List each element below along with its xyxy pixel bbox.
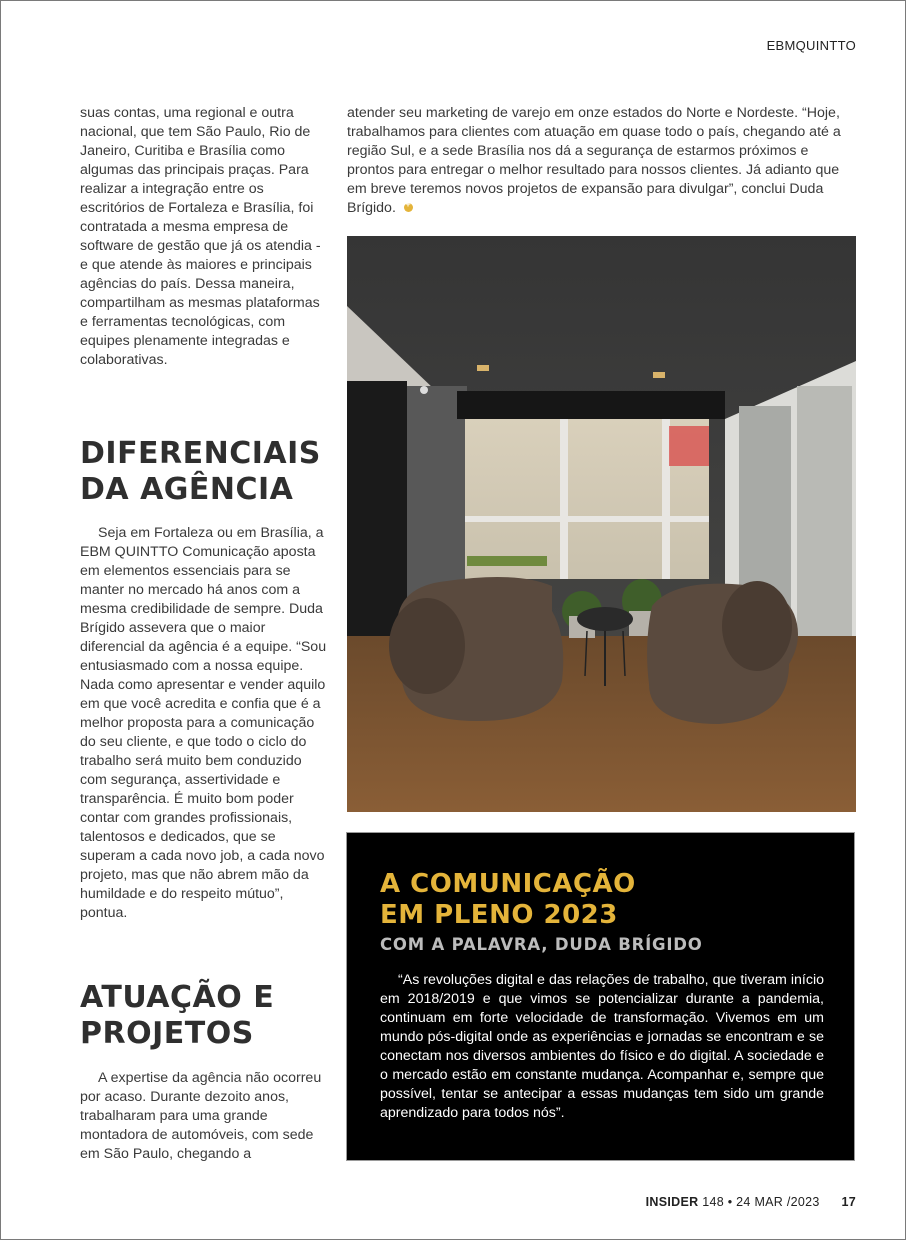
sidebar-title-line-2: EM PLENO 2023 xyxy=(380,900,618,930)
intro-paragraph: suas contas, uma regional e outra nacional, que tem São Paulo, Rio de Janeiro, Curitiba e Brasília como algumas das principais praças. Para realizar a integração entre os escritórios de Fortaleza e Brasília, foi contratada a mesma empresa de software de gestão que já os atendia - e que atende às maiores e principais agências do país. Dessa maneira, compartilham as mesmas plataformas e ferramentas tecnológicas, com equipes plenamente integradas e colaborativas. xyxy=(80,105,321,368)
issue-info: 148 • 24 MAR /2023 xyxy=(702,1195,820,1209)
sidebar-subtitle: COM A PALAVRA, DUDA BRÍGIDO xyxy=(380,935,703,954)
sidebar-box xyxy=(346,832,855,1161)
sidebar-title-line-1: A COMUNICAÇÃO xyxy=(380,869,636,899)
office-lounge-photo xyxy=(347,236,856,812)
right-column-text xyxy=(347,104,857,218)
sidebar-quote: “As revoluções digital e das relações de trabalho, que tiveram início em 2018/2019 e que vimos se potencializar durante a pandemia, continuam em forte velocidade de transformação. Vivemos em um mundo pós-digital onde as experiências e jornadas se encontram e se conectam nos diversos ambientes do físico e do digital. A sociedade e o mercado estão em constante mudança. Acompanhar e, sempre que possível, tentar se antecipar a essas mudanças tem sido um grande aprendizado para todos nós”. xyxy=(380,972,824,1121)
magazine-name: INSIDER xyxy=(645,1195,699,1209)
page-number: 17 xyxy=(841,1195,856,1209)
page-footer xyxy=(646,1195,856,1209)
end-mark-icon xyxy=(404,203,413,212)
heading-atuacao: ATUAÇÃO E PROJETOS xyxy=(80,980,275,1051)
sidebar-title xyxy=(380,869,636,931)
section-label: EBMQUINTTO xyxy=(766,38,856,53)
heading-diferenciais: DIFERENCIAIS DA AGÊNCIA xyxy=(80,436,321,507)
diferenciais-paragraph: Seja em Fortaleza ou em Brasília, a EBM QUINTTO Comunicação aposta em elementos essenciais para se manter no mercado há anos com a mesma credibilidade de sempre. Duda Brígido assevera que o maior diferencial da agência é a equipe. “Sou entusiasmado com a nossa equipe. Nada como apresentar e vender aquilo em que você acredita e confia que é a melhor proposta para a comunicação do seu cliente, e que todo o ciclo do trabalho será muito bem conduzido com segurança, assertividade e transparência. É muito bom poder contar com grandes profissionais, talentosos e dedicados, que se superam a cada novo job, a cada novo projeto, mas que não abrem mão da humildade e do respeito mútuo”, pontua. xyxy=(80,525,327,921)
right-paragraph: atender seu marketing de varejo em onze estados do Norte e Nordeste. “Hoje, trabalhamos para clientes com atuação em quase todo o país, chegando até a região Sul, e a sede Brasília nos dá a segurança de estarmos próximos e prontos para entregar o melhor resultado para nossos clientes. Já adianto que em breve teremos novos projetos de expansão para divulgar”, conclui Duda Brígido. xyxy=(347,105,841,216)
atuacao-paragraph: A expertise da agência não ocorreu por acaso. Durante dezoito anos, trabalharam para uma grande montadora de automóveis, com sede em São Paulo, chegando a xyxy=(80,1070,322,1162)
